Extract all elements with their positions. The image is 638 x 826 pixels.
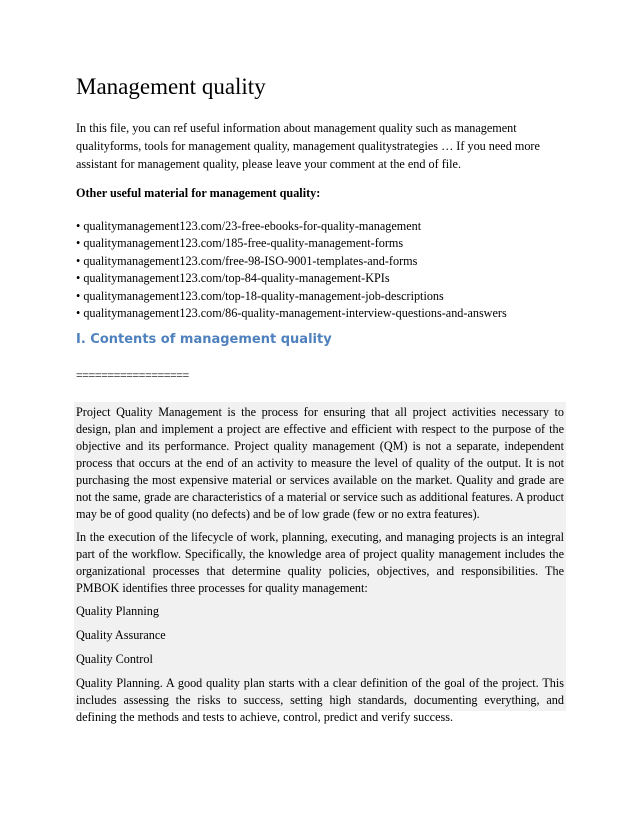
body-paragraph: Project Quality Management is the process for ensuring that all project activities necessary to design, plan and implement a project are effective and efficient with respect to the purpose of the objective and its performance. Project quality management (QM) is not a separate, independent process that occurs at the end of an activity to measure the level of quality of the output. It is not purchasing the most expensive material or services available on the market. Quality and grade are not the same, grade are characteristics of a material or service such as additional features. A product may be of good quality (no defects) and be of low grade (few or no extra features). [76, 405, 564, 521]
process-item: Quality Planning [76, 604, 159, 618]
link-item[interactable]: • qualitymanagement123.com/185-free-quality-management-forms [76, 236, 404, 251]
material-subheading: Other useful material for management quality: [76, 186, 321, 200]
process-item: Quality Assurance [76, 628, 166, 642]
body-paragraph: Quality Planning. A good quality plan starts with a clear definition of the goal of the project. This includes assessing the risks to success, setting high standards, documenting everything, and defining the methods and tests to achieve, control, predict and verify success. [76, 676, 564, 724]
link-item[interactable]: • qualitymanagement123.com/top-18-quality-management-job-descriptions [76, 288, 444, 303]
link-item[interactable]: • qualitymanagement123.com/86-quality-management-interview-questions-and-answers [76, 306, 507, 321]
material-link-list [76, 218, 507, 322]
process-item: Quality Control [76, 652, 153, 666]
link-item[interactable]: • qualitymanagement123.com/23-free-ebooks-for-quality-management [76, 219, 422, 233]
content-body [76, 404, 564, 732]
body-paragraph: In the execution of the lifecycle of work, planning, executing, and managing projects is an integral part of the workflow. Specifically, the knowledge area of project quality management includes the organizational processes that determine quality policies, objectives, and responsibilities. The PMBOK identifies three processes for quality management: [76, 530, 564, 595]
section-heading: I. Contents of management quality [76, 332, 332, 347]
intro-paragraph: In this file, you can ref useful information about management quality such as management qualityforms, tools for management quality, management qualitystrategies … If you need more assistant for management quality, please leave your comment at the end of file. [76, 121, 540, 171]
link-item[interactable]: • qualitymanagement123.com/top-84-quality-management-KPIs [76, 271, 390, 286]
link-item[interactable]: • qualitymanagement123.com/free-98-ISO-9001-templates-and-forms [76, 253, 418, 268]
separator-line: ================== [76, 368, 189, 382]
page-title: Management quality [76, 74, 266, 99]
